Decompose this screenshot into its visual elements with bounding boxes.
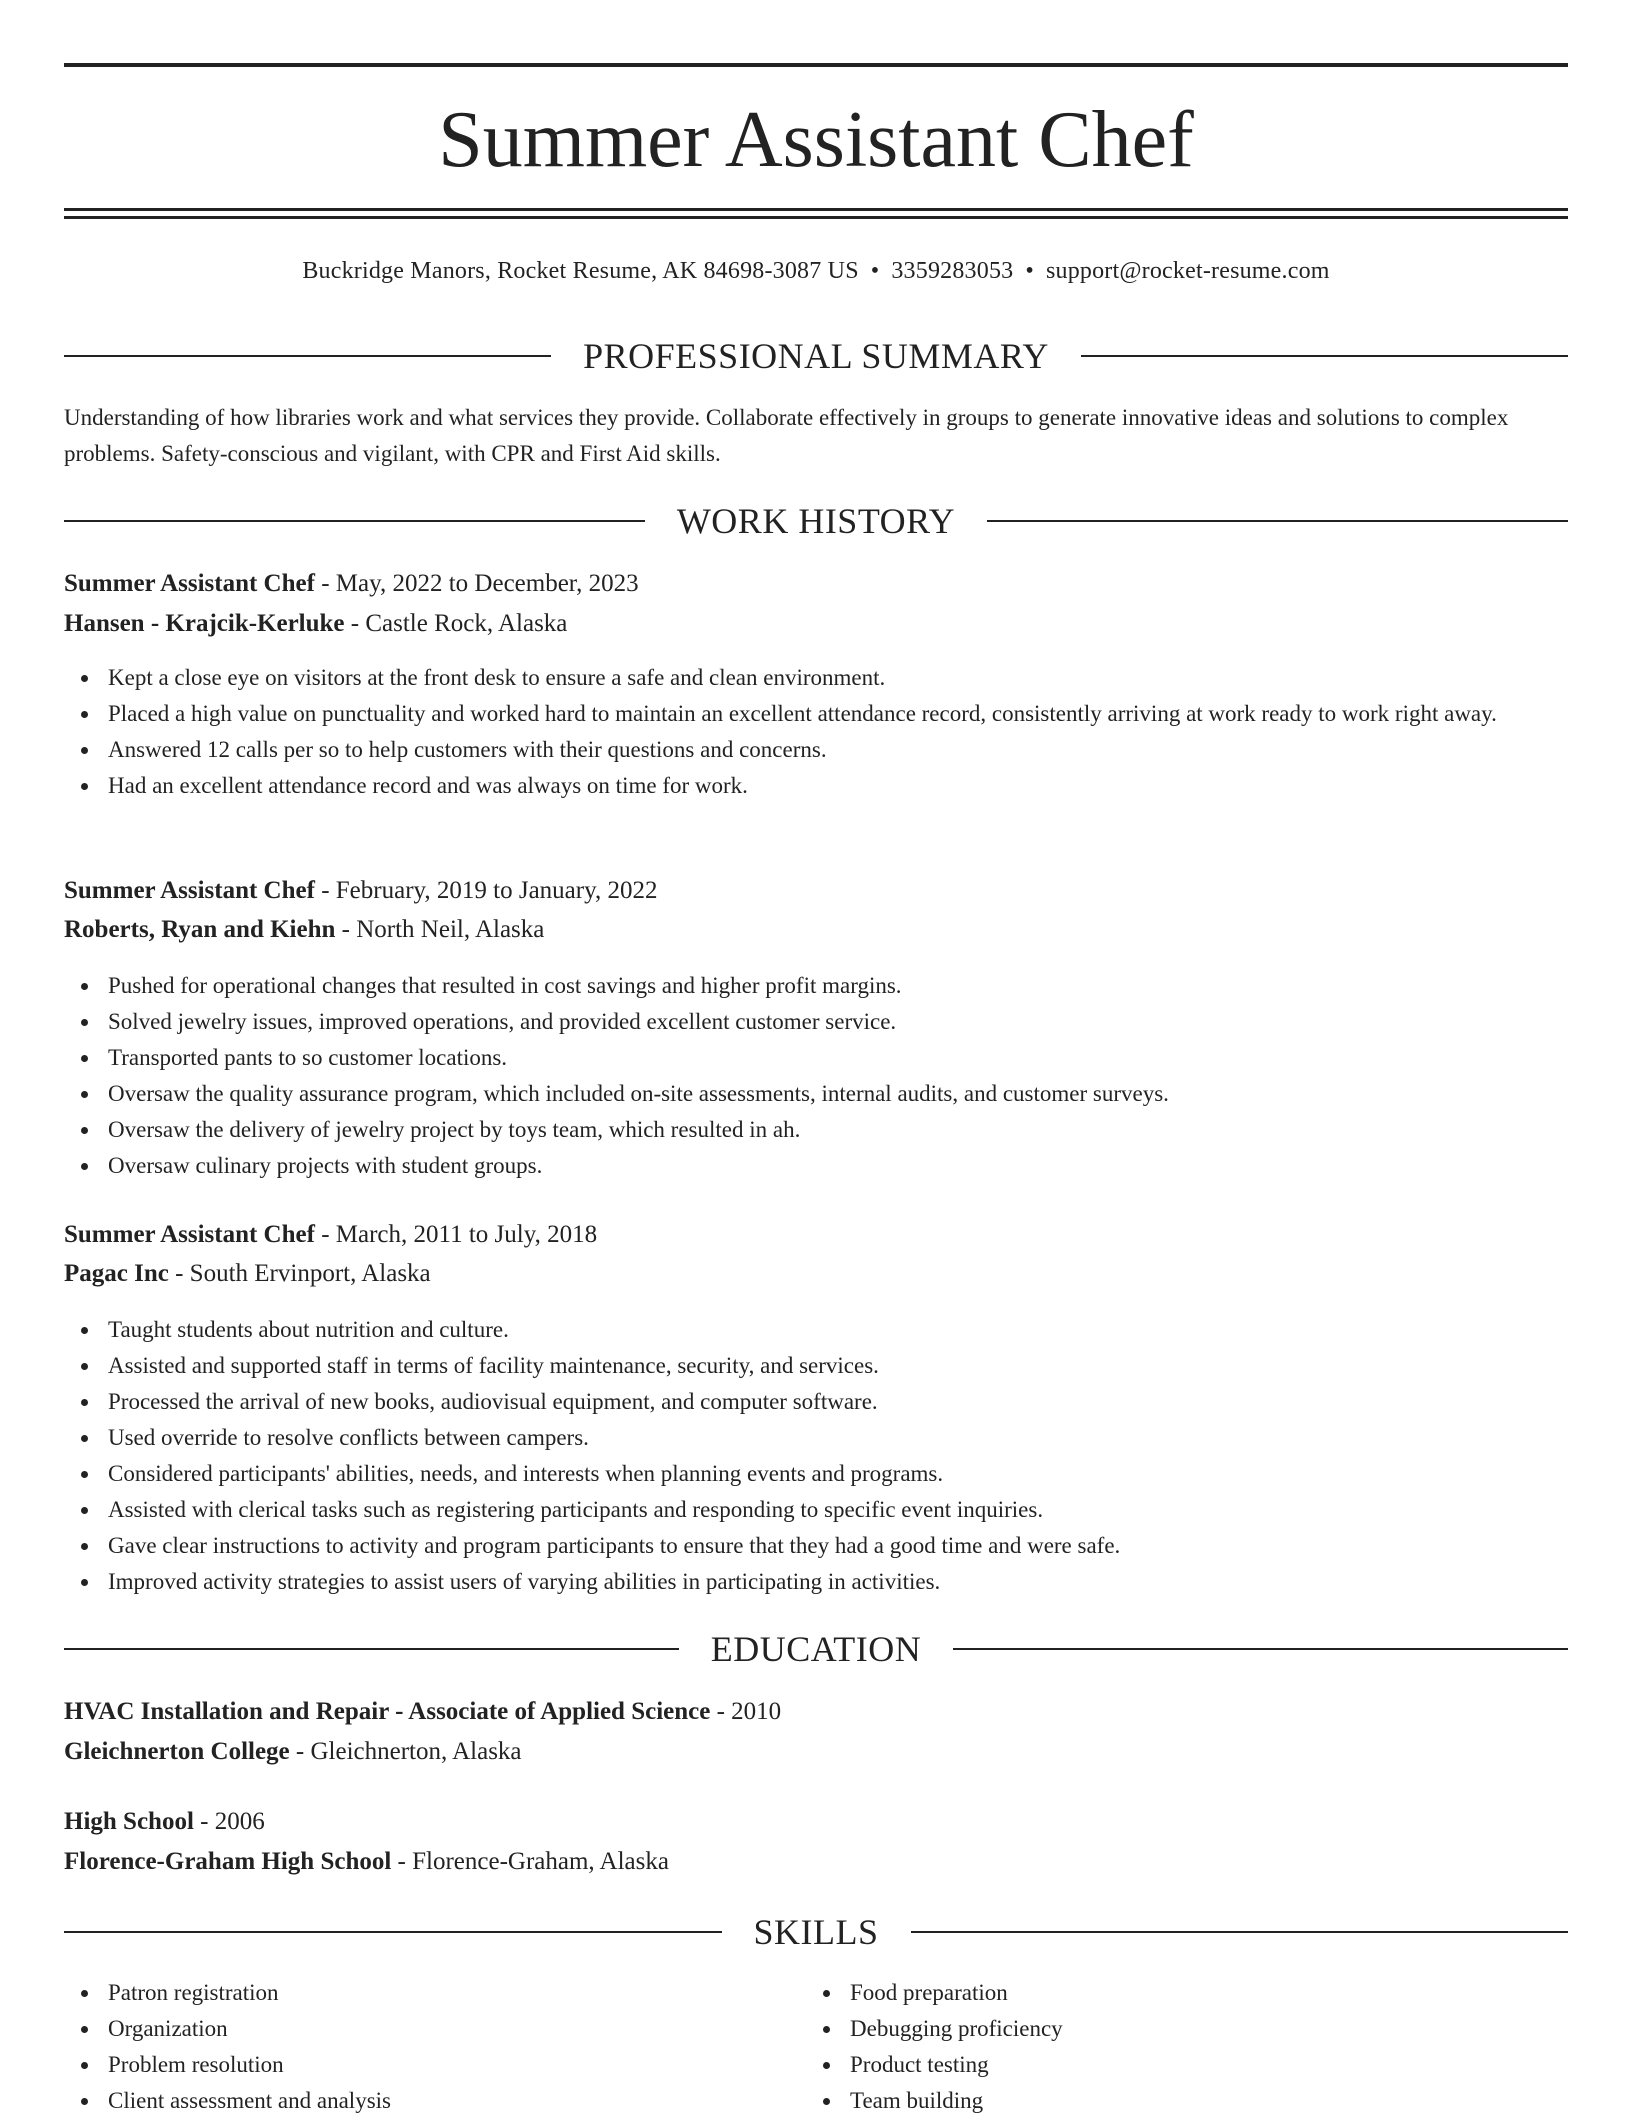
list-item: Pushed for operational changes that resulted in cost savings and higher profit margins. bbox=[64, 968, 1568, 1004]
title-rule-lower bbox=[64, 216, 1568, 219]
section-title: SKILLS bbox=[753, 1912, 879, 1952]
heading-rule bbox=[911, 1931, 1569, 1933]
section-title: EDUCATION bbox=[710, 1629, 922, 1669]
skill-item: Client assessment and analysis bbox=[64, 2083, 1568, 2119]
title-rule-upper bbox=[64, 208, 1568, 211]
education-school-line bbox=[64, 1844, 1568, 1880]
heading-rule bbox=[64, 1648, 679, 1650]
skill-item: Debugging proficiency bbox=[806, 2011, 1632, 2047]
section-heading-work bbox=[64, 499, 1568, 543]
resume-title: Summer Assistant Chef bbox=[438, 96, 1194, 184]
contact-email[interactable]: support@rocket-resume.com bbox=[1045, 258, 1330, 284]
education-school-line bbox=[64, 1734, 1568, 1770]
job-employer: Hansen - Krajcik-Kerluke bbox=[64, 610, 345, 637]
section-heading-summary bbox=[64, 334, 1568, 378]
list-item: Transported pants to so customer locations. bbox=[64, 1040, 1568, 1076]
skill-item: Food preparation bbox=[806, 1975, 1632, 2011]
list-item: Had an excellent attendance record and was always on time for work. bbox=[64, 768, 1568, 804]
contact-line bbox=[64, 254, 1568, 288]
job-title-line bbox=[64, 873, 1568, 909]
section-heading-skills bbox=[64, 1910, 1568, 1954]
list-item: Improved activity strategies to assist users of varying abilities in participating in activities. bbox=[64, 1564, 1568, 1600]
contact-address: Buckridge Manors, Rocket Resume, AK 84698-3087 US bbox=[302, 258, 859, 284]
contact-phone: 3359283053 bbox=[891, 258, 1014, 284]
list-item: Oversaw the quality assurance program, which included on-site assessments, internal audits, and customer surveys. bbox=[64, 1076, 1568, 1112]
job-bullets bbox=[64, 660, 1568, 804]
list-item: Taught students about nutrition and culture. bbox=[64, 1312, 1568, 1348]
list-item: Processed the arrival of new books, audiovisual equipment, and computer software. bbox=[64, 1384, 1568, 1420]
job-bullets bbox=[64, 1312, 1568, 1600]
job-location: - South Ervinport, Alaska bbox=[168, 1260, 431, 1287]
section-title: PROFESSIONAL SUMMARY bbox=[583, 336, 1049, 376]
list-item: Considered participants' abilities, needs, and interests when planning events and programs. bbox=[64, 1456, 1568, 1492]
job-dates: - March, 2011 to July, 2018 bbox=[314, 1221, 598, 1248]
skill-item: Team building bbox=[806, 2083, 1632, 2119]
list-item: Kept a close eye on visitors at the front desk to ensure a safe and clean environment. bbox=[64, 660, 1568, 696]
list-item: Placed a high value on punctuality and worked hard to maintain an excellent attendance record, consistently arriving at work ready to work right away. bbox=[64, 696, 1568, 732]
list-item: Used override to resolve conflicts between campers. bbox=[64, 1420, 1568, 1456]
education-school: Gleichnerton College bbox=[64, 1738, 290, 1765]
heading-rule bbox=[953, 1648, 1568, 1650]
job-title-line bbox=[64, 1217, 1568, 1253]
list-item: Assisted and supported staff in terms of facility maintenance, security, and services. bbox=[64, 1348, 1568, 1384]
section-title: WORK HISTORY bbox=[676, 501, 956, 541]
job-employer-line bbox=[64, 1256, 1568, 1292]
job-dates: - February, 2019 to January, 2022 bbox=[314, 877, 658, 904]
skill-item: Product testing bbox=[806, 2047, 1632, 2083]
job-employer-line bbox=[64, 606, 1568, 642]
list-item: Oversaw culinary projects with student groups. bbox=[64, 1148, 1568, 1184]
list-item: Answered 12 calls per so to help customers with their questions and concerns. bbox=[64, 732, 1568, 768]
education-degree-line bbox=[64, 1694, 1568, 1730]
skill-item: Problem resolution bbox=[64, 2047, 1568, 2083]
skill-item: Patron registration bbox=[64, 1975, 1568, 2011]
job-location: - Castle Rock, Alaska bbox=[344, 610, 568, 637]
job-employer: Pagac Inc bbox=[64, 1260, 169, 1287]
list-item: Oversaw the delivery of jewelry project by toys team, which resulted in ah. bbox=[64, 1112, 1568, 1148]
contact-separator: • bbox=[870, 258, 880, 284]
job-employer-line bbox=[64, 912, 1568, 948]
job-employer: Roberts, Ryan and Kiehn bbox=[64, 916, 336, 943]
education-location: - Gleichnerton, Alaska bbox=[289, 1738, 522, 1765]
section-heading-education bbox=[64, 1627, 1568, 1671]
education-school: Florence-Graham High School bbox=[64, 1848, 392, 1875]
job-location: - North Neil, Alaska bbox=[335, 916, 545, 943]
heading-rule bbox=[1081, 355, 1568, 357]
job-title: Summer Assistant Chef bbox=[64, 570, 315, 597]
heading-rule bbox=[987, 520, 1568, 522]
education-year: - 2006 bbox=[193, 1808, 265, 1835]
heading-rule bbox=[64, 355, 551, 357]
education-degree-line bbox=[64, 1804, 1568, 1840]
education-degree: High School bbox=[64, 1808, 194, 1835]
skills-list-right bbox=[806, 1975, 1632, 2119]
contact-separator: • bbox=[1025, 258, 1034, 284]
job-title-line bbox=[64, 566, 1568, 602]
heading-rule bbox=[64, 520, 645, 522]
list-item: Solved jewelry issues, improved operations, and provided excellent customer service. bbox=[64, 1004, 1568, 1040]
education-degree: HVAC Installation and Repair - Associate of Applied Science bbox=[64, 1698, 711, 1725]
summary-text: Understanding of how libraries work and what services they provide. Collaborate effectively in groups to generate innovative ideas and solutions to complex problems. Safety-conscious and vigilant, with CPR and First Aid skills. bbox=[64, 405, 1509, 466]
list-item: Gave clear instructions to activity and program participants to ensure that they had a good time and were safe. bbox=[64, 1528, 1568, 1564]
job-dates: - May, 2022 to December, 2023 bbox=[314, 570, 639, 597]
skill-item: Organization bbox=[64, 2011, 1568, 2047]
education-location: - Florence-Graham, Alaska bbox=[391, 1848, 669, 1875]
job-bullets bbox=[64, 968, 1568, 1184]
list-item: Assisted with clerical tasks such as registering participants and responding to specific event inquiries. bbox=[64, 1492, 1568, 1528]
job-title: Summer Assistant Chef bbox=[64, 877, 315, 904]
job-title: Summer Assistant Chef bbox=[64, 1221, 315, 1248]
heading-rule bbox=[64, 1931, 722, 1933]
education-year: - 2010 bbox=[710, 1698, 782, 1725]
top-rule bbox=[64, 63, 1568, 67]
